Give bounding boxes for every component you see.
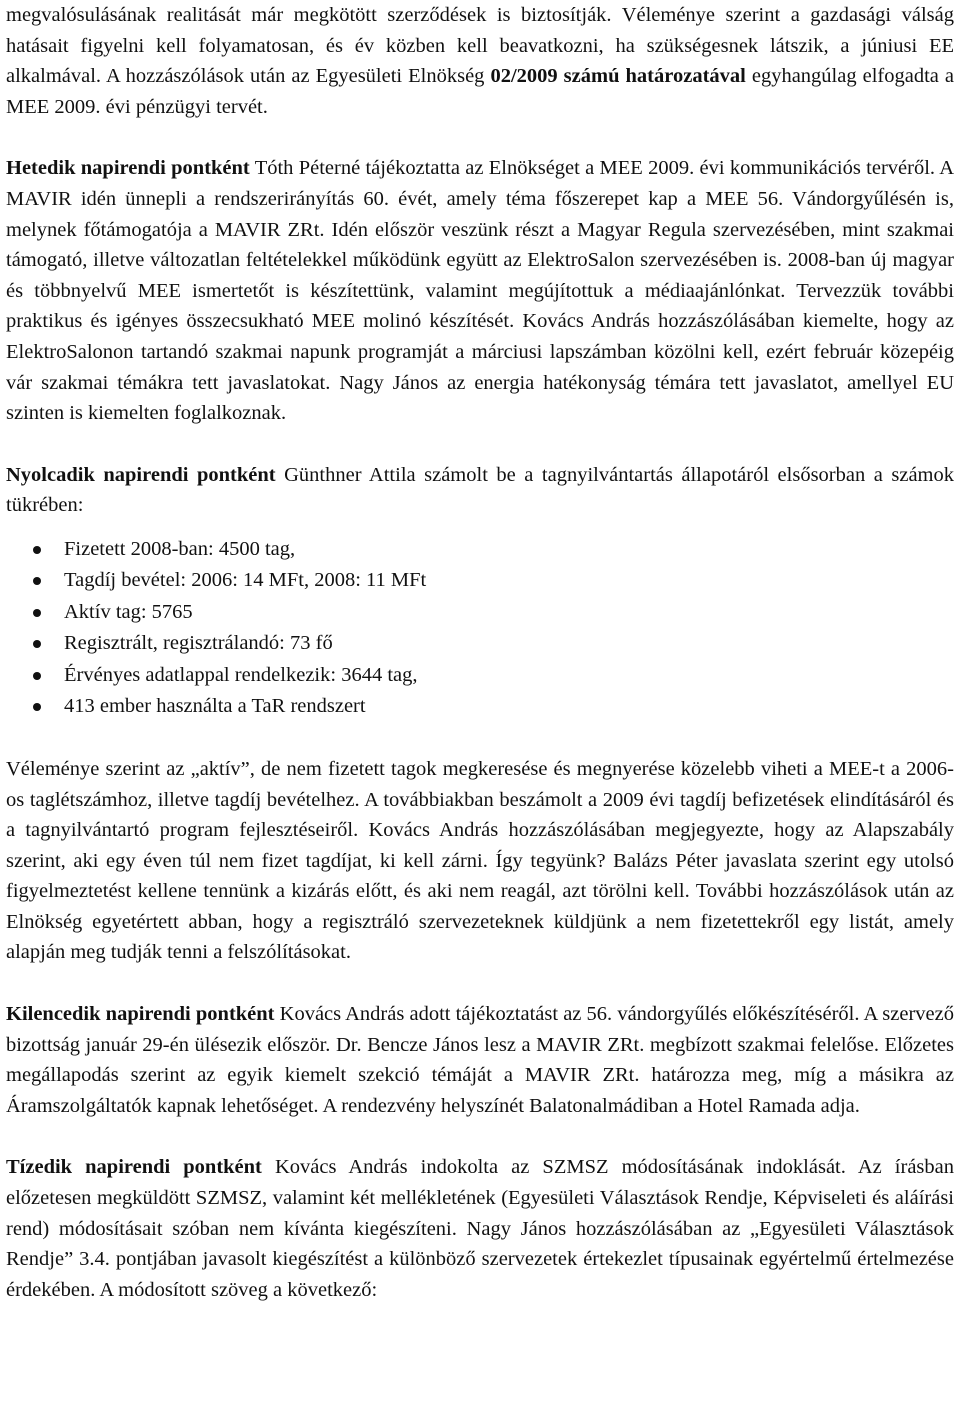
agenda-heading: Nyolcadik napirendi pontként — [6, 463, 276, 486]
list-item-text: Regisztrált, regisztrálandó: 73 fő — [64, 632, 333, 655]
resolution-number: 02/2009 számú határozatával — [490, 65, 746, 88]
paragraph-text: megvalósulásának realitását már megkötött szerződések is biztosítják. Véleménye szerint a gazdasági válság hatásait figyelni kell folyamatosan, és év közben kell beavatkozni, ha szükségesnek látszik, a júniusi EE alkalmával. A hozzászólások után az Egyesületi Elnökség — [6, 4, 954, 88]
paragraph-tenth-agenda — [6, 1152, 954, 1305]
document-page — [6, 0, 954, 1305]
paragraph-text: Kovács András indokolta az SZMSZ módosításának indoklását. Az írásban előzetesen megküldött SZMSZ, valamint két mellékletének (Egyesületi Választások Rendje, Képviseleti és aláírási rend) módosításait szóban nem kívánta kiegészíteni. Nagy János hozzászólásában az „Egyesületi Választások Rendje” 3.4. pontjában javasolt kiegészítést a különböző szervezetek értekezlet típusainak egyértelmű értelmezése érdekében. A módosított szöveg a következő: — [6, 1156, 954, 1301]
bullet-icon — [33, 672, 41, 680]
list-item — [64, 691, 954, 723]
paragraph-spacer — [6, 429, 954, 460]
bullet-icon — [33, 546, 41, 554]
paragraph-text: Véleménye szerint az „aktív”, de nem fizetett tagok megkeresése és megnyerése közelebb viheti a MEE-t a 2006-os taglétszámhoz, illetve tagdíj bevételhez. A továbbiakban beszámolt a 2009 évi tagdíj befizetések elindításáról és a tagnyilvántartó program fejlesztéseiről. Kovács András hozzászólásában megjegyezte, hogy az Alapszabály szerint, aki egy éven túl nem fizet tagdíjat, ki kell zárni. Így tegyünk? Balázs Péter javaslata szerint egy utolsó figyelmeztetést kellene tennünk a kizárás előtt, és aki nem reagál, azt törölni kell. További hozzászólások után az Elnökség egyetértett abban, hogy a regisztráló szervezeteknek küldjünk a nem fizetettekről egy listát, amely alapján meg tudják tenni a felszólításokat. — [6, 757, 954, 964]
bullet-icon — [33, 577, 41, 585]
list-item-text: Érvényes adatlappal rendelkezik: 3644 tag, — [64, 663, 418, 686]
paragraph-text: Tóth Péterné tájékoztatta az Elnökséget a MEE 2009. évi kommunikációs tervéről. A MAVIR idén ünnepli a rendszerirányítás 60. évét, amely téma főszerepet kap a MEE 56. Vándorgyűlésén is, melynek főtámogatója a MAVIR ZRt. Idén először veszünk részt a Magyar Regula szervezésében, mint szakmai támogató, illetve változatlan feltételekkel működünk együtt az ElektroSalon szervezésében is. 2008-ban új magyar és többnyelvű MEE ismertetőt is készítettünk, valamint megújítottuk a médiaajánlónkat. Tervezzük további praktikus és igényes összecsukható MEE molinó készítését. Kovács András hozzászólásában kiemelte, hogy az ElektroSalonon tartandó szakmai napunk programját a márciusi lapszámban közölni kell, ezért február közepéig vár szakmai témákra tett javaslatokat. Nagy János az energia hatékonyság témára tett javaslatot, amellyel EU szinten is kiemelten foglalkoznak. — [6, 157, 954, 425]
paragraph-text: egyhangúlag elfogadta a MEE 2009. évi pénzügyi tervét. — [6, 65, 955, 118]
agenda-heading: Tízedik napirendi pontként — [6, 1156, 262, 1179]
agenda-heading: Hetedik napirendi pontként — [6, 157, 250, 180]
paragraph-spacer — [6, 968, 954, 999]
list-item-text: Tagdíj bevétel: 2006: 14 MFt, 2008: 11 MFt — [64, 569, 427, 592]
list-item — [64, 597, 954, 629]
paragraph-ninth-agenda — [6, 999, 954, 1121]
list-item — [64, 660, 954, 692]
paragraph-text: Kovács András adott tájékoztatást az 56. vándorgyűlés előkészítéséről. A szervező bizottság január 29-én ülésezik először. Dr. Bencze János lesz a MAVIR ZRt. megbízott szakmai felelőse. Előzetes megállapodás szerint az egyik kiemelt szekció témáját a MAVIR ZRt. határozza meg, míg a másikra az Áramszolgáltatók kapnak lehetőséget. A rendezvény helyszínét Balatonalmádiban a Hotel Ramada adja. — [6, 1003, 954, 1117]
list-spacer — [6, 521, 954, 534]
bullet-icon — [33, 609, 41, 617]
paragraph-membership-opinion — [6, 754, 954, 968]
list-item — [64, 628, 954, 660]
list-item — [64, 565, 954, 597]
list-item — [64, 534, 954, 566]
membership-facts-list — [6, 534, 954, 723]
paragraph-text: Günthner Attila számolt be a tagnyilvántartás állapotáról elsősorban a számok tükrében: — [6, 463, 954, 517]
paragraph-spacer — [6, 122, 954, 153]
paragraph-eighth-agenda — [6, 460, 954, 521]
paragraph-spacer — [6, 723, 954, 754]
bullet-icon — [33, 703, 41, 711]
paragraph-financial-plan — [6, 0, 954, 122]
paragraph-spacer — [6, 1121, 954, 1152]
list-item-text: Fizetett 2008-ban: 4500 tag, — [64, 537, 296, 560]
paragraph-seventh-agenda — [6, 153, 954, 428]
agenda-heading: Kilencedik napirendi pontként — [6, 1003, 275, 1026]
list-item-text: Aktív tag: 5765 — [64, 600, 193, 623]
bullet-icon — [33, 640, 41, 648]
list-item-text: 413 ember használta a TaR rendszert — [64, 695, 366, 718]
